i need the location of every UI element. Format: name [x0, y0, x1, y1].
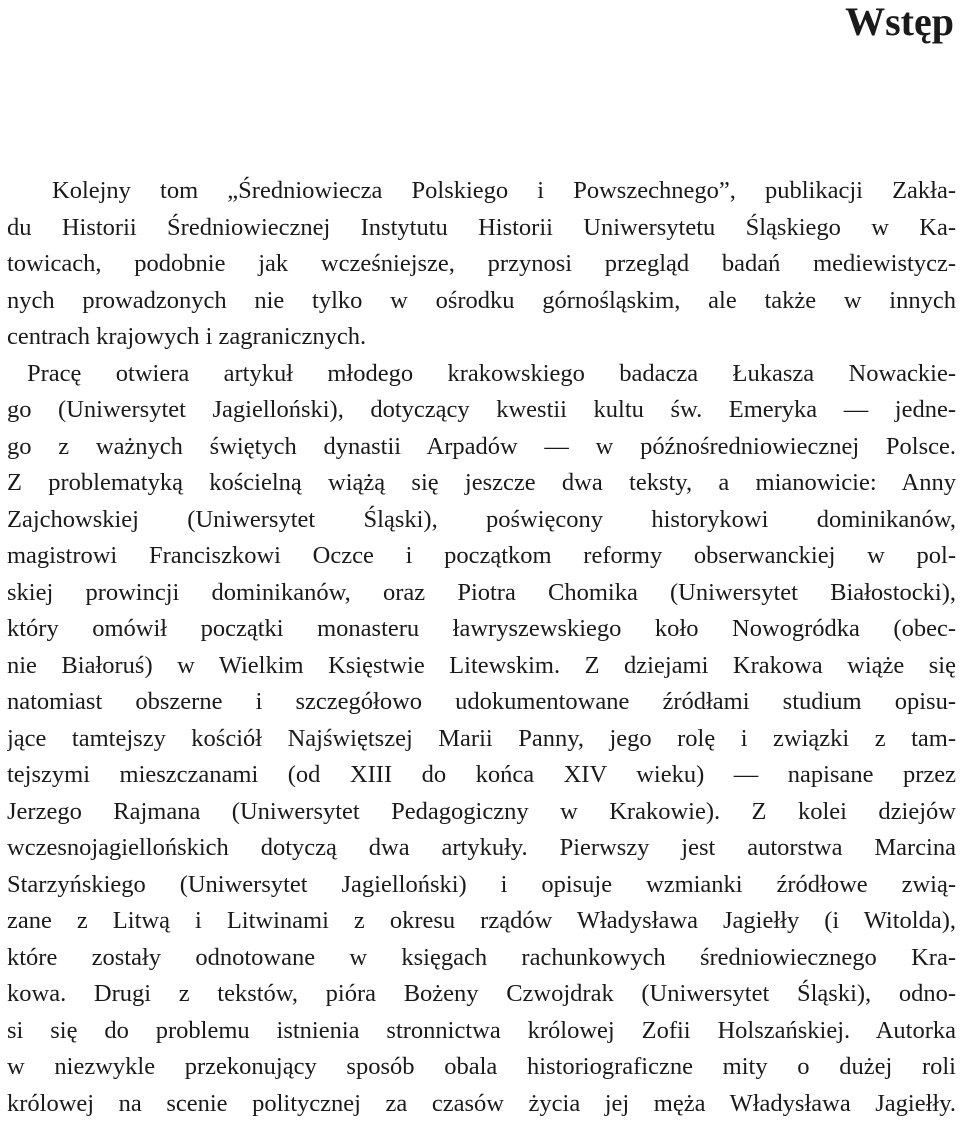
text-line: zane z Litwą i Litwinami z okresu rządów Władysława Jagiełły (i Witolda),	[7, 903, 956, 940]
text-line: Z problematyką kościelną wiążą się jeszcze dwa teksty, a mianowicie: Anny	[7, 465, 956, 502]
text-line: nie Białoruś) w Wielkim Księstwie Litewskim. Z dziejami Krakowa wiąże się	[7, 648, 956, 685]
text-line: du Historii Średniowiecznej Instytutu Historii Uniwersytetu Śląskiego w Ka-	[7, 210, 956, 247]
text-line: Pracę otwiera artykuł młodego krakowskiego badacza Łukasza Nowackie-	[7, 356, 956, 393]
text-line: natomiast obszerne i szczegółowo udokumentowane źródłami studium opisu-	[7, 684, 956, 721]
text-line: które zostały odnotowane w księgach rachunkowych średniowiecznego Kra-	[7, 940, 956, 977]
text-line: si się do problemu istnienia stronnictwa królowej Zofii Holszańskiej. Autorka	[7, 1013, 956, 1050]
text-line: w niezwykle przekonujący sposób obala historiograficzne mity o dużej roli	[7, 1049, 956, 1086]
text-line: Jerzego Rajmana (Uniwersytet Pedagogiczny w Krakowie). Z kolei dziejów	[7, 794, 956, 831]
text-line: skiej prowincji dominikanów, oraz Piotra Chomika (Uniwersytet Białostocki),	[7, 575, 956, 612]
text-line: Kolejny tom „Średniowiecza Polskiego i Powszechnego”, publikacji Zakła-	[7, 173, 956, 210]
text-line: jące tamtejszy kościół Najświętszej Marii Panny, jego rolę i związki z tam-	[7, 721, 956, 758]
text-line: Zajchowskiej (Uniwersytet Śląski), poświęcony historykowi dominikanów,	[7, 502, 956, 539]
text-line: magistrowi Franciszkowi Oczce i początkom reformy obserwanckiej w pol-	[7, 538, 956, 575]
body-text	[7, 173, 956, 1122]
text-line: kowa. Drugi z tekstów, pióra Bożeny Czwojdrak (Uniwersytet Śląski), odno-	[7, 976, 956, 1013]
text-line: go z ważnych świętych dynastii Arpadów — w późnośredniowiecznej Polsce.	[7, 429, 956, 466]
text-line: nych prowadzonych nie tylko w ośrodku górnośląskim, ale także w innych	[7, 283, 956, 320]
text-line: go (Uniwersytet Jagielloński), dotyczący kwestii kultu św. Emeryka — jedne-	[7, 392, 956, 429]
text-line: wczesnojagiellońskich dotyczą dwa artykuły. Pierwszy jest autorstwa Marcina	[7, 830, 956, 867]
text-line: towicach, podobnie jak wcześniejsze, przynosi przegląd badań mediewistycz-	[7, 246, 956, 283]
text-line: który omówił początki monasteru ławryszewskiego koło Nowogródka (obec-	[7, 611, 956, 648]
page-title: Wstęp	[845, 0, 954, 44]
text-line: Starzyńskiego (Uniwersytet Jagielloński) i opisuje wzmianki źródłowe zwią-	[7, 867, 956, 904]
text-line: królowej na scenie politycznej za czasów życia jej męża Władysława Jagiełły.	[7, 1086, 956, 1122]
text-line: tejszymi mieszczanami (od XIII do końca XIV wieku) — napisane przez	[7, 757, 956, 794]
text-line: centrach krajowych i zagranicznych.	[7, 319, 956, 356]
